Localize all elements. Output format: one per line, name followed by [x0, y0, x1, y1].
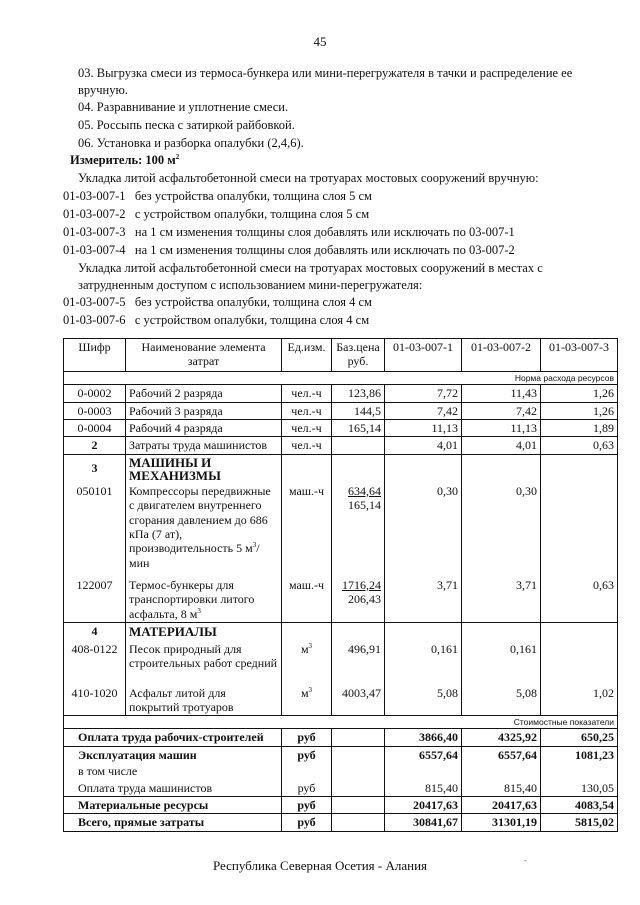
norm-caption-row: [64, 372, 618, 385]
row-name: Песок природный для строительных работ средний: [126, 641, 282, 685]
row-value-1: 7,72: [385, 385, 462, 402]
summary-name: Оплата труда рабочих-строителей: [64, 729, 282, 746]
row-price: 1716,24 206,43: [332, 577, 385, 623]
row-value-3: 1,02: [541, 685, 618, 716]
norm-caption: Норма расхода ресурсов: [64, 372, 618, 385]
header-col-2: 01-03-007-2: [462, 339, 541, 372]
summary-value-1: 30841,67: [385, 814, 462, 831]
summary-unit: руб: [282, 780, 332, 797]
row-code: 410-1020: [64, 685, 126, 716]
row-code: 0-0003: [64, 402, 126, 419]
summary-row: [64, 763, 618, 779]
summary-value-3: 5815,02: [541, 814, 618, 831]
row-unit: чел.-ч: [282, 419, 332, 436]
group1-item: 01-03-007-3 на 1 см изменения толщины слоя добавлять или исключать по 03-007-1: [63, 225, 515, 239]
header-code: Шифр: [64, 339, 126, 372]
row-value-1: 5,08: [385, 685, 462, 716]
scan-mark: -: [524, 855, 527, 865]
row-unit: чел.-ч: [282, 437, 332, 454]
header-price: Баз.цена руб.: [332, 339, 385, 372]
header-col-3: 01-03-007-3: [541, 339, 618, 372]
row-name: Затраты труда машинистов: [126, 437, 282, 454]
table-row-machinist-labor: [64, 437, 618, 454]
summary-row: [64, 797, 618, 814]
row-code: 0-0004: [64, 419, 126, 436]
header-col-1: 01-03-007-1: [385, 339, 462, 372]
table-row: [64, 419, 618, 436]
table-row: [64, 385, 618, 402]
table-row: [64, 641, 618, 685]
summary-value-1: 3866,40: [385, 729, 462, 746]
summary-name: Эксплуатация машин: [64, 746, 282, 763]
summary-unit: руб: [282, 797, 332, 814]
row-value-2: 7,42: [462, 402, 541, 419]
group2-title-line-1: Укладка литой асфальтобетонной смеси на тротуарах мостовых сооружений в местах с: [78, 261, 543, 275]
summary-unit: руб: [282, 814, 332, 831]
row-value-2: 3,71: [462, 577, 541, 623]
row-value-3: 1,26: [541, 385, 618, 402]
row-price: 165,14: [332, 419, 385, 436]
row-value-2: 4,01: [462, 437, 541, 454]
summary-value-3: 130,05: [541, 780, 618, 797]
summary-value-2: 6557,64: [462, 746, 541, 763]
group2-item: 01-03-007-6 с устройством опалубки, толщина слоя 4 см: [63, 313, 370, 327]
row-price: 4003,47: [332, 685, 385, 716]
page-number: 45: [313, 34, 327, 49]
cost-caption-row: [64, 716, 618, 729]
row-value-1: 0,30: [385, 483, 462, 577]
row-value-3: [541, 641, 618, 685]
row-price: 496,91: [332, 641, 385, 685]
section-title: МАТЕРИАЛЫ: [126, 622, 282, 640]
row-unit: чел.-ч: [282, 402, 332, 419]
summary-row: [64, 729, 618, 746]
row-name: Рабочий 3 разряда: [126, 402, 282, 419]
summary-name: в том числе: [64, 763, 282, 779]
summary-name: Оплата труда машинистов: [64, 780, 282, 797]
summary-row: [64, 746, 618, 763]
group2-item: 01-03-007-5 без устройства опалубки, толщина слоя 4 см: [63, 295, 372, 309]
summary-value-2: 815,40: [462, 780, 541, 797]
section-title: МАШИНЫ И МЕХАНИЗМЫ: [126, 454, 282, 483]
row-code: 050101: [64, 483, 126, 577]
row-unit: маш.-ч: [282, 577, 332, 623]
summary-row: [64, 814, 618, 831]
intro-line-2: вручную.: [78, 83, 128, 97]
row-value-2: 11,43: [462, 385, 541, 402]
row-code: 0-0002: [64, 385, 126, 402]
row-unit: маш.-ч: [282, 483, 332, 577]
row-value-2: 0,161: [462, 641, 541, 685]
row-value-2: 0,30: [462, 483, 541, 577]
row-value-3: 1,89: [541, 419, 618, 436]
row-value-2: 11,13: [462, 419, 541, 436]
section-materials: [64, 622, 618, 640]
summary-value-1: 815,40: [385, 780, 462, 797]
row-name: Рабочий 4 разряда: [126, 419, 282, 436]
summary-name: Материальные ресурсы: [64, 797, 282, 814]
intro-line-1: 03. Выгрузка смеси из термоса-бункера или мини-перегружателя в тачки и распределение ее: [78, 66, 573, 80]
header-name: Наименование элемента затрат: [126, 339, 282, 372]
table-row: [64, 577, 618, 623]
measure-unit: Измеритель: 100 $м^2$: [70, 153, 180, 168]
row-price: 144,5: [332, 402, 385, 419]
summary-value-3: 1081,23: [541, 746, 618, 763]
row-name: Асфальт литой для покрытий тротуаров: [126, 685, 282, 716]
summary-value-3: 650,25: [541, 729, 618, 746]
summary-value-2: 4325,92: [462, 729, 541, 746]
cost-caption: Стоимостные показатели: [64, 716, 618, 729]
table-row: [64, 402, 618, 419]
group1-item: 01-03-007-1 без устройства опалубки, толщина слоя 5 см: [63, 189, 372, 203]
row-name: Термос-бункеры для транспортировки литого асфальта, 8 $м^3$: [126, 577, 282, 623]
section-machines: [64, 454, 618, 483]
row-price: [332, 437, 385, 454]
table-header-row: [64, 339, 618, 372]
row-name: Компрессоры передвижные с двигателем внутреннего сгорания давлением до 686 кПа (7 ат), производительность 5 $м^3$/мин: [126, 483, 282, 577]
row-value-1: 4,01: [385, 437, 462, 454]
row-price: 123,86: [332, 385, 385, 402]
summary-value-1: 6557,64: [385, 746, 462, 763]
intro-line-3: 04. Разравнивание и уплотнение смеси.: [78, 100, 289, 114]
row-value-3: 0,63: [541, 437, 618, 454]
summary-name: Всего, прямые затраты: [64, 814, 282, 831]
intro-line-5: 06. Установка и разборка опалубки (2,4,6).: [78, 136, 304, 150]
summary-value-1: 20417,63: [385, 797, 462, 814]
row-value-1: 11,13: [385, 419, 462, 436]
table-row: [64, 483, 618, 577]
group1-title: Укладка литой асфальтобетонной смеси на тротуарах мостовых сооружений вручную:: [78, 171, 539, 185]
section-code: 4: [64, 622, 126, 640]
row-value-3: 1,26: [541, 402, 618, 419]
row-unit: чел.-ч: [282, 385, 332, 402]
summary-unit: руб: [282, 729, 332, 746]
row-value-3: 0,63: [541, 577, 618, 623]
section-code: 3: [64, 454, 126, 483]
group2-title-line-2: затрудненным доступом с использованием мини-перегружателя:: [78, 278, 423, 292]
group1-item: 01-03-007-4 на 1 см изменения толщины слоя добавлять или исключать по 03-007-2: [63, 243, 515, 257]
summary-value-2: 20417,63: [462, 797, 541, 814]
row-name: Рабочий 2 разряда: [126, 385, 282, 402]
row-value-1: 0,161: [385, 641, 462, 685]
row-value-1: 3,71: [385, 577, 462, 623]
row-unit: $м^3$: [282, 641, 332, 685]
row-price: 634,64 165,14: [332, 483, 385, 577]
header-unit: Ед.изм.: [282, 339, 332, 372]
summary-value-3: 4083,54: [541, 797, 618, 814]
table-row: [64, 685, 618, 716]
row-value-3: [541, 483, 618, 577]
resource-table: [63, 338, 618, 832]
row-code: 408-0122: [64, 641, 126, 685]
intro-line-4: 05. Россыпь песка с затиркой райбовкой.: [78, 118, 295, 132]
row-value-1: 7,42: [385, 402, 462, 419]
footer-region: Республика Северная Осетия - Алания: [212, 858, 428, 873]
row-value-2: 5,08: [462, 685, 541, 716]
row-code: 122007: [64, 577, 126, 623]
row-unit: $м^3$: [282, 685, 332, 716]
group1-item: 01-03-007-2 с устройством опалубки, толщина слоя 5 см: [63, 207, 370, 221]
summary-row: [64, 780, 618, 797]
row-code: 2: [64, 437, 126, 454]
summary-unit: руб: [282, 746, 332, 763]
summary-value-2: 31301,19: [462, 814, 541, 831]
